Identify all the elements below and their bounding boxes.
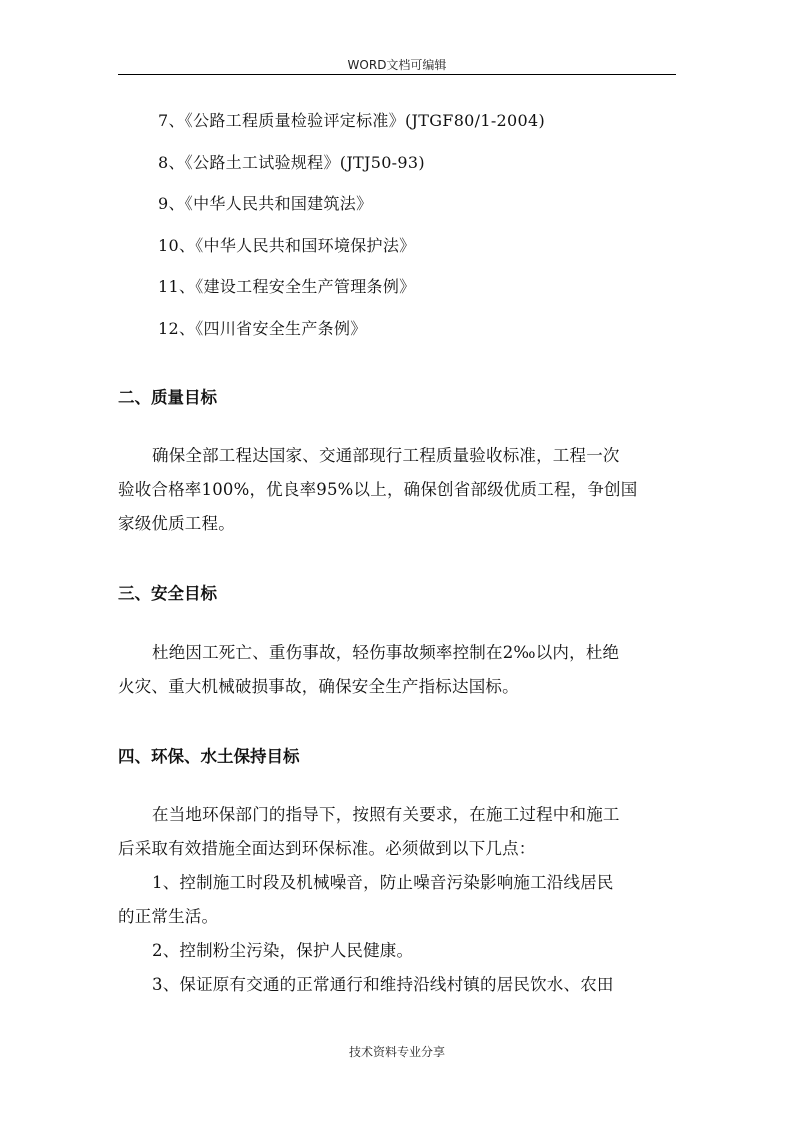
environment-heading: 四、环保、水土保持目标 <box>118 747 300 766</box>
environment-point-2: 2、控制粉尘污染，保护人民健康。 <box>152 941 414 960</box>
environment-point-1-line-1: 1、控制施工时段及机械噪音，防止噪音污染影响施工沿线居民 <box>152 873 614 892</box>
safety-heading: 三、安全目标 <box>118 584 217 603</box>
environment-point-1-line-2: 的正常生活。 <box>118 907 219 926</box>
environment-point-3-line-1: 3、保证原有交通的正常通行和维持沿线村镇的居民饮水、农田 <box>152 975 614 994</box>
quality-paragraph-line-3: 家级优质工程。 <box>118 514 235 533</box>
quality-paragraph-line-1: 确保全部工程达国家、交通部现行工程质量验收标准，工程一次 <box>152 446 620 465</box>
safety-paragraph-line-2: 火灾、重大机械破损事故，确保安全生产指标达国标。 <box>118 677 519 696</box>
reference-item-7: 7、《公路工程质量检验评定标准》(JTGF80/1-2004) <box>158 111 545 130</box>
quality-heading: 二、质量目标 <box>118 388 217 407</box>
quality-paragraph-line-2: 验收合格率100%，优良率95%以上，确保创省部级优质工程，争创国 <box>118 480 638 499</box>
reference-item-9: 9、《中华人民共和国建筑法》 <box>158 194 373 213</box>
reference-item-11: 11、《建设工程安全生产管理条例》 <box>158 277 416 296</box>
reference-item-8: 8、《公路土工试验规程》(JTJ50-93) <box>158 153 425 172</box>
reference-item-12: 12、《四川省安全生产条例》 <box>158 319 367 338</box>
page-footer: 技术资料专业分享 <box>348 1045 445 1059</box>
safety-paragraph-line-1: 杜绝因工死亡、重伤事故，轻伤事故频率控制在2‰以内，杜绝 <box>152 643 620 662</box>
header-divider <box>118 74 676 75</box>
environment-intro-line-2: 后采取有效措施全面达到环保标准。必须做到以下几点： <box>118 839 536 858</box>
environment-intro-line-1: 在当地环保部门的指导下，按照有关要求，在施工过程中和施工 <box>152 805 620 824</box>
page-header: WORD文档可编辑 <box>347 58 447 72</box>
reference-item-10: 10、《中华人民共和国环境保护法》 <box>158 236 416 255</box>
